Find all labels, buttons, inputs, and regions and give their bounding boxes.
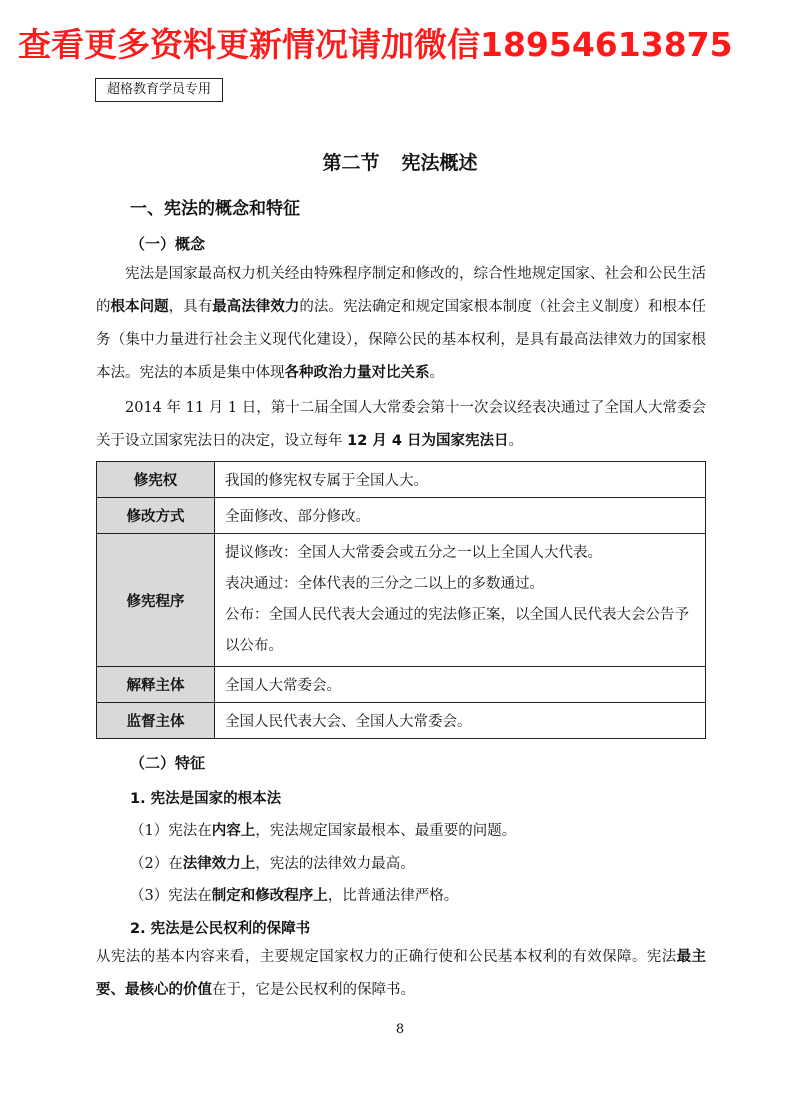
student-use-stamp: 超格教育学员专用 bbox=[95, 78, 223, 102]
feature-1-item: （3）宪法在制定和修改程序上，比普通法律严格。 bbox=[130, 888, 459, 904]
table-row bbox=[97, 498, 706, 534]
table-value: 全国人民代表大会、全国人大常委会。 bbox=[215, 703, 706, 739]
procedure-publish: 公布：全国人民代表大会通过的宪法修正案，以全国人民代表大会公告予以公布。 bbox=[225, 607, 689, 654]
table-key: 监督主体 bbox=[97, 703, 215, 739]
table-value: 我国的修宪权专属于全国人大。 bbox=[215, 462, 706, 498]
table-row bbox=[97, 667, 706, 703]
heading-concept: （一）概念 bbox=[130, 235, 206, 253]
table-value: 全面修改、部分修改。 bbox=[215, 498, 706, 534]
amendment-table bbox=[96, 461, 706, 739]
table-key: 修宪程序 bbox=[97, 534, 215, 667]
page-number: 8 bbox=[395, 1022, 405, 1037]
table-key: 解释主体 bbox=[97, 667, 215, 703]
procedure-propose: 提议修改：全国人大常委会或五分之一以上全国人大代表。 bbox=[225, 545, 602, 561]
table-row bbox=[97, 462, 706, 498]
constitution-day-paragraph: 2014 年 11 月 1 日，第十二届全国人大常委会第十一次会议经表决通过了全国人大常委会关于设立国家宪法日的决定，设立每年 12 月 4 日为国家宪法日。 bbox=[96, 400, 706, 449]
feature-1-title: 1. 宪法是国家的根本法 bbox=[130, 791, 282, 807]
table-row bbox=[97, 534, 706, 667]
feature-2-title: 2. 宪法是公民权利的保障书 bbox=[130, 921, 311, 937]
heading-features: （二）特征 bbox=[130, 754, 206, 772]
concept-paragraph: 宪法是国家最高权力机关经由特殊程序制定和修改的，综合性地规定国家、社会和公民生活的根本问题，具有最高法律效力的法。宪法确定和规定国家根本制度（社会主义制度）和根本任务（集中力量进行社会主义现代化建设），保障公民的基本权利，是具有最高法律效力的国家根本法。宪法的本质是集中体现各种政治力量对比关系。 bbox=[96, 266, 707, 381]
feature-2-paragraph: 从宪法的基本内容来看，主要规定国家权力的正确行使和公民基本权利的有效保障。宪法最主要、最核心的价值在于，它是公民权利的保障书。 bbox=[96, 949, 706, 998]
heading-concept-features: 一、宪法的概念和特征 bbox=[130, 199, 300, 219]
procedure-vote: 表决通过：全体代表的三分之二以上的多数通过。 bbox=[225, 576, 544, 592]
watermark-banner: 查看更多资料更新情况请加微信18954613875 bbox=[18, 25, 733, 64]
table-value bbox=[215, 534, 706, 667]
table-row bbox=[97, 703, 706, 739]
feature-1-item: （1）宪法在内容上，宪法规定国家最根本、最重要的问题。 bbox=[130, 823, 517, 839]
feature-1-item: （2）在法律效力上，宪法的法律效力最高。 bbox=[130, 856, 415, 872]
section-title bbox=[0, 148, 800, 175]
section-number: 第二节 bbox=[322, 152, 380, 174]
section-name: 宪法概述 bbox=[401, 152, 478, 174]
table-value: 全国人大常委会。 bbox=[215, 667, 706, 703]
table-key: 修改方式 bbox=[97, 498, 215, 534]
table-key: 修宪权 bbox=[97, 462, 215, 498]
